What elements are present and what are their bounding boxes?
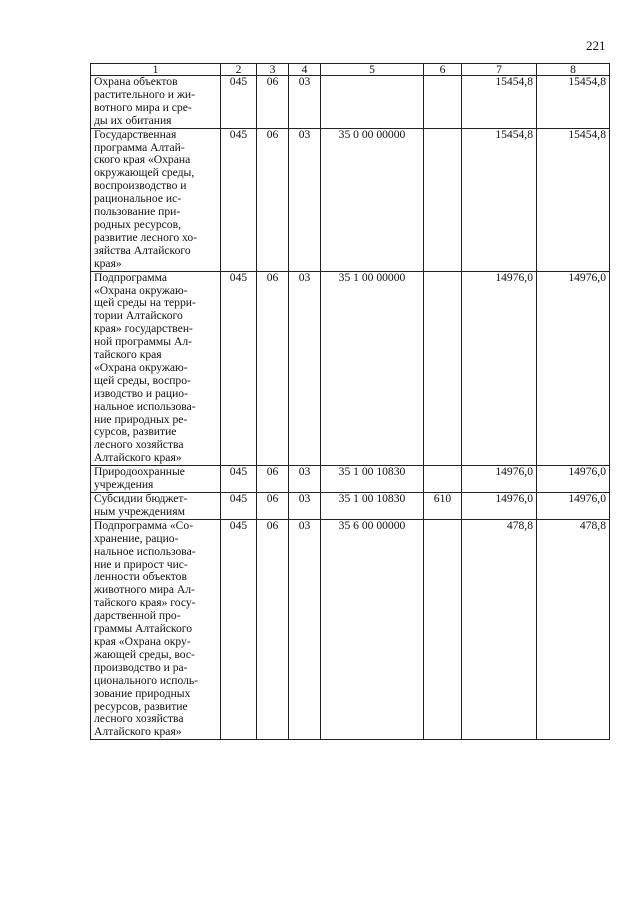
- subsection-code: 03: [289, 76, 321, 129]
- row-name: Подпрограмма «Со- хранение, рацио- нальное использова- ние и прирост чис- ленности объектов животного мира Ал- тайского края» госу- дарственной про- граммы Алтайского края «Охрана окру- жающей среды, вос- производство и ра- ционального исполь- зование природных ресурсов, развитие лесного хозяйства Алтайского края»: [91, 519, 221, 739]
- amount-col8: 478,8: [537, 519, 610, 739]
- section-code: 06: [257, 466, 289, 493]
- target-article-code: [321, 76, 424, 129]
- amount-col7: 14976,0: [462, 493, 537, 520]
- ministry-code: 045: [221, 271, 257, 466]
- subsection-code: 03: [289, 271, 321, 466]
- expense-type-code: [424, 76, 462, 129]
- ministry-code: 045: [221, 76, 257, 129]
- row-name: Государственная программа Алтай- ского края «Охрана окружающей среды, воспроизводство и рациональное ис- пользование при- родных ресурсов, развитие лесного хо- зяйства Алтайского края»: [91, 128, 221, 271]
- subsection-code: 03: [289, 466, 321, 493]
- amount-col7: 478,8: [462, 519, 537, 739]
- amount-col8: 15454,8: [537, 128, 610, 271]
- row-name: Субсидии бюджет- ным учреждениям: [91, 493, 221, 520]
- row-name: Подпрограмма «Охрана окружаю- щей среды на терри- тории Алтайского края» государствен- ной программы Ал- тайского края «Охрана окружаю- щей среды, воспро- изводство и рацио- нальное использова- ние природных ре- сурсов, развитие лесного хозяйства Алтайского края»: [91, 271, 221, 466]
- amount-col8: 14976,0: [537, 466, 610, 493]
- section-code: 06: [257, 128, 289, 271]
- target-article-code: 35 1 00 10830: [321, 466, 424, 493]
- budget-table: [90, 63, 610, 740]
- target-article-code: 35 1 00 00000: [321, 271, 424, 466]
- table-row: [91, 271, 610, 466]
- amount-col7: 14976,0: [462, 466, 537, 493]
- amount-col7: 15454,8: [462, 76, 537, 129]
- table-header-row: [91, 64, 610, 76]
- amount-col7: 15454,8: [462, 128, 537, 271]
- ministry-code: 045: [221, 519, 257, 739]
- column-header: 4: [289, 64, 321, 76]
- ministry-code: 045: [221, 466, 257, 493]
- target-article-code: 35 1 00 10830: [321, 493, 424, 520]
- amount-col8: 14976,0: [537, 271, 610, 466]
- amount-col8: 15454,8: [537, 76, 610, 129]
- column-header: 1: [91, 64, 221, 76]
- page-number: 221: [586, 38, 606, 53]
- section-code: 06: [257, 493, 289, 520]
- column-header: 7: [462, 64, 537, 76]
- section-code: 06: [257, 271, 289, 466]
- section-code: 06: [257, 76, 289, 129]
- table-row: [91, 493, 610, 520]
- amount-col7: 14976,0: [462, 271, 537, 466]
- table-row: [91, 466, 610, 493]
- column-header: 5: [321, 64, 424, 76]
- column-header: 2: [221, 64, 257, 76]
- row-name: Охрана объектов растительного и жи- вотного мира и сре- ды их обитания: [91, 76, 221, 129]
- table-row: [91, 76, 610, 129]
- section-code: 06: [257, 519, 289, 739]
- table-row: [91, 519, 610, 739]
- column-header: 8: [537, 64, 610, 76]
- amount-col8: 14976,0: [537, 493, 610, 520]
- row-name: Природоохранные учреждения: [91, 466, 221, 493]
- table-row: [91, 128, 610, 271]
- target-article-code: 35 0 00 00000: [321, 128, 424, 271]
- expense-type-code: 610: [424, 493, 462, 520]
- target-article-code: 35 6 00 00000: [321, 519, 424, 739]
- column-header: 3: [257, 64, 289, 76]
- expense-type-code: [424, 128, 462, 271]
- expense-type-code: [424, 466, 462, 493]
- ministry-code: 045: [221, 493, 257, 520]
- subsection-code: 03: [289, 493, 321, 520]
- column-header: 6: [424, 64, 462, 76]
- expense-type-code: [424, 271, 462, 466]
- ministry-code: 045: [221, 128, 257, 271]
- expense-type-code: [424, 519, 462, 739]
- subsection-code: 03: [289, 519, 321, 739]
- subsection-code: 03: [289, 128, 321, 271]
